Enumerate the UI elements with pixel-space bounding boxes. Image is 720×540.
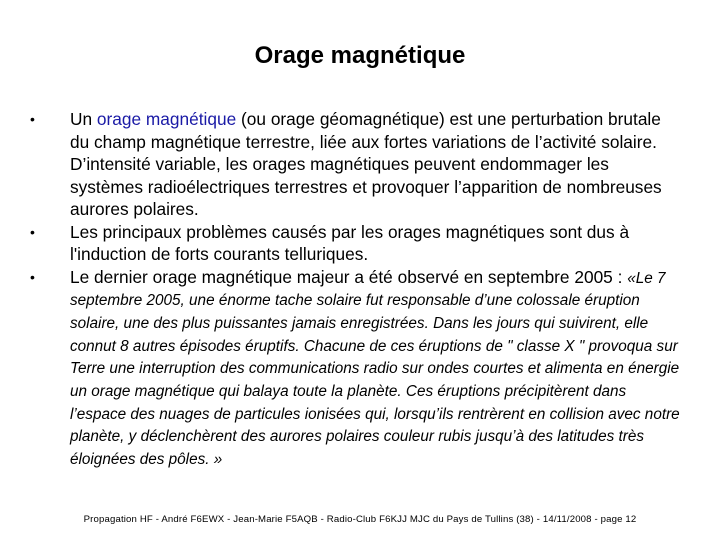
bullet-marker: • (30, 223, 35, 240)
bullet-marker: • (30, 111, 35, 127)
bullet-1-post: (ou orage géomagnétique) est une perturbation brutale du champ magnétique terrestre, liée aux fortes variations de l’activité solaire. D’intensité variable, les orages magnétiques peuvent endommager les systèmes radioélectriques terrestres et provoquer l’apparition de nombreuses aurores polaires. (70, 109, 662, 219)
highlighted-term: orage magnétique (96, 109, 237, 129)
bullet-1-pre: Un (70, 109, 97, 129)
bullet-3-text: Le dernier orage magnétique majeur a été observé en septembre 2005 : (70, 266, 628, 287)
bullet-2-text: Les principaux problèmes causés par les orages magnétiques sont dus à l'induction de forts courants telluriques. (70, 221, 630, 264)
bullet-item-2 (30, 221, 680, 266)
bullet-item-3 (30, 266, 680, 470)
bullet-list (30, 108, 680, 470)
slide-title: Orage magnétique (254, 42, 466, 69)
bullet-marker: • (30, 268, 35, 285)
slide-footer: Propagation HF - André F6EWX - Jean-Marie F5AQB - Radio-Club F6KJJ MJC du Pays de Tullins (38) - 14/11/2008 - page 12 (83, 514, 637, 525)
bullet-3-quote: «Le 7 septembre 2005, une énorme tache solaire fut responsable d’une colossale éruption solaire, une des plus puissantes jamais enregistrées. Dans les jours qui suivirent, elle connut 8 autres épisodes éruptifs. Chacune de ces éruptions de " classe X " provoqua sur Terre une interruption des communications radio sur ondes courtes et alimenta en énergie un orage magnétique qui balaya toute la planète. Ces éruptions précipitèrent dans l’espace des nuages de particules ionisées qui, lorsqu’ils rentrèrent en collision avec notre planète, y déclenchèrent des aurores polaires couleur rubis jusqu’à des latitudes très éloignées des pôles. » (70, 269, 680, 469)
bullet-item-1 (30, 108, 680, 221)
